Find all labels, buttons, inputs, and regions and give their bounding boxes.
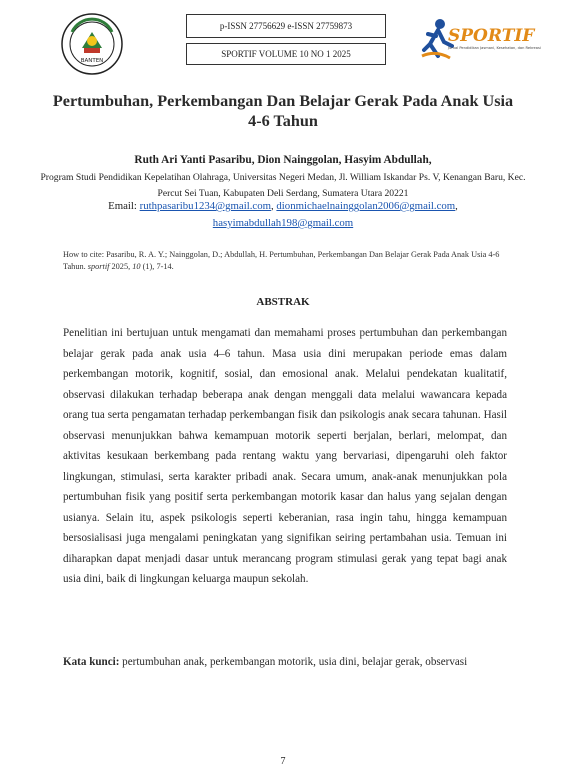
keywords-label: Kata kunci: (63, 656, 120, 668)
cite-journal: sportif (87, 262, 110, 271)
author-emails: Email: ruthpasaribu1234@gmail.com, dionmichaelnainggolan2006@gmail.com, hasyimabdullah198@gmail.com (108, 200, 458, 229)
cite-text: How to cite: Pasaribu, R. A. Y.; Nainggolan, D.; Abdullah, H. Pertumbuhan, Perkembangan Dan Belajar Gerak Pada Anak Usia 4-6 Tahun. (63, 250, 500, 271)
email-link-hasyim[interactable]: hasyimabdullah198@gmail.com (212, 217, 354, 229)
cite-issue-pages: (1), 7-14. (140, 262, 174, 271)
volume-box (186, 43, 386, 65)
issn-text: p-ISSN 27756629 e-ISSN 27759873 (219, 21, 353, 31)
email-link-ruth[interactable]: ruthpasaribu1234@gmail.com (139, 200, 271, 212)
paper-title: Pertumbuhan, Perkembangan Dan Belajar Gerak Pada Anak Usia 4-6 Tahun (52, 92, 514, 130)
email-link-dion[interactable]: dionmichaelnainggolan2006@gmail.com (276, 200, 456, 212)
keywords (63, 654, 507, 670)
cite-volume: 10 (132, 262, 141, 271)
sportif-subtitle: Jurnal Pendidikan Jasmani, Kesehatan, dan Rekreasi (448, 46, 541, 50)
email-label: Email: (108, 200, 140, 212)
how-to-cite (63, 249, 513, 273)
page-number: 7 (280, 756, 286, 767)
seal-banten-text: BANTEN (80, 58, 104, 64)
abstract-heading: ABSTRAK (256, 296, 310, 308)
sportif-wordmark: SPORTIF (448, 26, 535, 46)
cite-year: 2025, (109, 262, 133, 271)
abstract-body: Penelitian ini bertujuan untuk mengamati dan memahami proses pertumbuhan dan perkembangan belajar gerak pada anak usia 4–6 tahun. Masa usia dini merupakan periode emas dalam perkembangan motorik, kognitif, sosial, dan emosional anak. Melalui pendekatan kualitatif, observasi dilakukan terhadap beberapa anak dengan menggali data melalui wawancara kepada orang tua serta pengamatan terhadap perkembangan fisik dan psikologis anak secara tahunan. Hasil observasi menunjukkan bahwa kemampuan motorik seperti berjalan, berlari, melompat, dan aktivitas kesukaan berkembang pada rentang waktu yang bervariasi, dipengaruhi oleh faktor lingkungan, stimulasi, serta karakter pribadi anak. Secara umum, anak-anak menunjukkan pola pertumbuhan fisik yang positif serta perkembangan motorik kasar dan halus yang sejalan dengan usianya. Selain itu, aspek psikologis seperti keberanian, rasa ingin tahu, hingga kemampuan bersosialisasi juga mengalami peningkatan yang signifikan seiring pertambahan usia. Temuan ini diharapkan dapat menjadi dasar untuk merancang program stimulasi gerak yang tepat bagi anak usia dini, baik di lingkungan keluarga maupun sekolah. (63, 327, 507, 585)
volume-text: SPORTIF VOLUME 10 NO 1 2025 (221, 49, 351, 59)
author-affiliation: Program Studi Pendidikan Kepelatihan Olahraga, Universitas Negeri Medan, Jl. William Iskandar Ps. V, Kenangan Baru, Kec. Percut Sei Tuan, Kabupaten Deli Serdang, Sumatera Utara 20221 (40, 172, 526, 199)
institution-seal-logo (60, 12, 124, 76)
author-names: Ruth Ari Yanti Pasaribu, Dion Nainggolan, Hasyim Abdullah, (134, 154, 432, 166)
sportif-journal-logo (420, 12, 541, 74)
keywords-list: pertumbuhan anak, perkembangan motorik, usia dini, belajar gerak, observasi (119, 656, 468, 668)
issn-box (186, 14, 386, 38)
paper-authors (50, 154, 516, 166)
